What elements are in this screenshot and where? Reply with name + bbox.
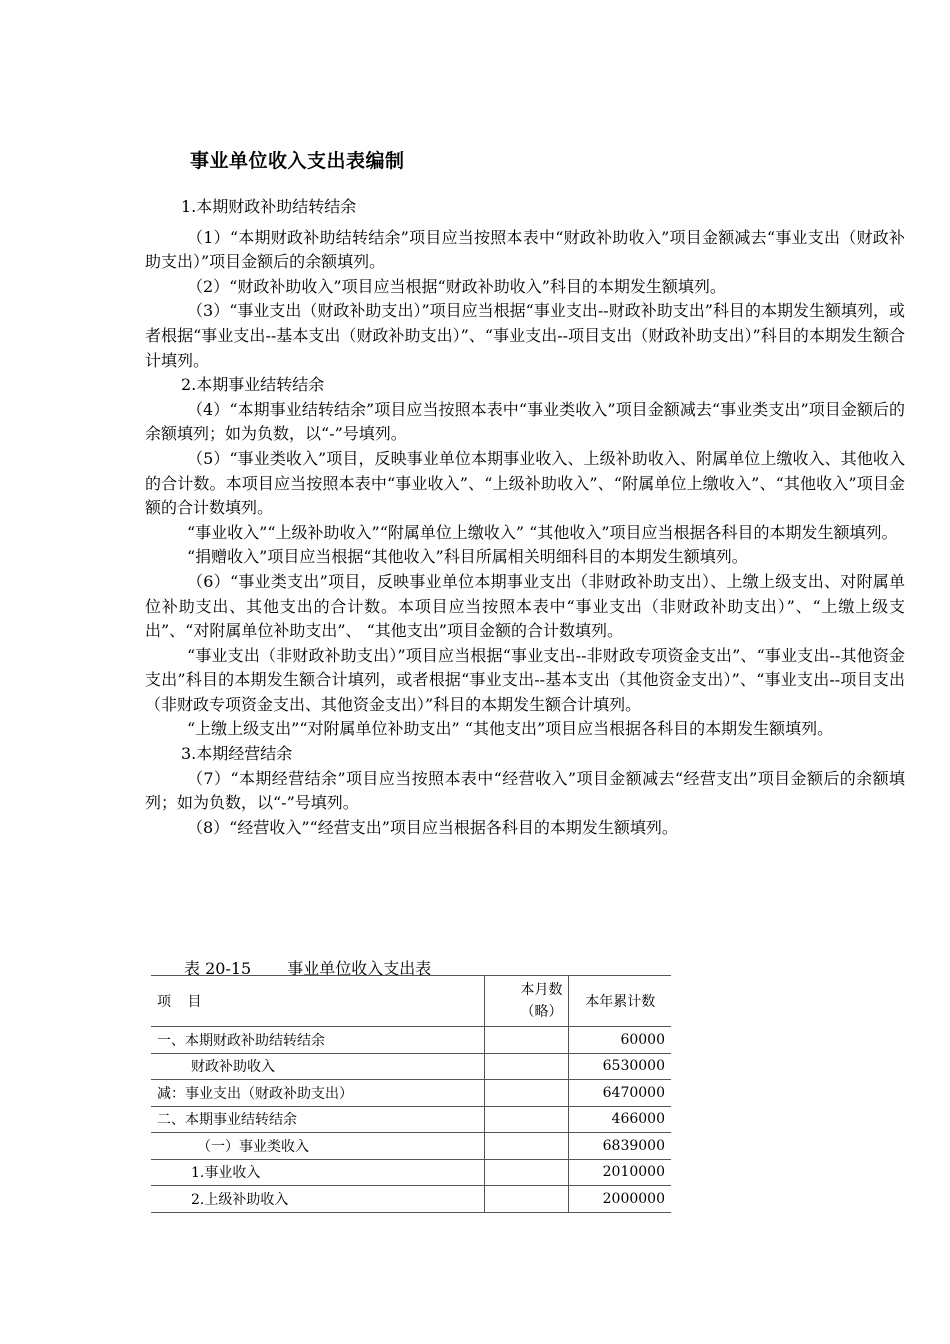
paragraph-6c: “上缴上级支出”“对附属单位补助支出” “其他支出”项目应当根据各科目的本期发生额填列。 xyxy=(187,719,834,739)
row-item: 1.事业收入 xyxy=(151,1159,485,1186)
row-item: （一）事业类收入 xyxy=(151,1133,485,1160)
paragraph-1: （1）“本期财政补助结转结余”项目应当按照本表中“财政补助收入”项目金额减去“事业支出（财政补助支出）”项目金额后的余额填列。 xyxy=(145,227,905,272)
row-ytd: 2000000 xyxy=(569,1186,671,1213)
header-item: 项 目 xyxy=(151,976,485,1027)
header-month xyxy=(485,976,569,1027)
table-row xyxy=(151,1186,671,1213)
table-row xyxy=(151,1159,671,1186)
row-item: 财政补助收入 xyxy=(151,1053,485,1080)
row-month xyxy=(485,1133,569,1160)
row-ytd: 6470000 xyxy=(569,1080,671,1107)
row-month xyxy=(485,1080,569,1107)
header-month-line2: （略） xyxy=(520,1004,563,1020)
row-month xyxy=(485,1186,569,1213)
row-item: 一、本期财政补助结转结余 xyxy=(151,1027,485,1054)
row-ytd: 2010000 xyxy=(569,1159,671,1186)
row-month xyxy=(485,1053,569,1080)
paragraph-8: （8）“经营收入”“经营支出”项目应当根据各科目的本期发生额填列。 xyxy=(187,817,678,837)
row-month xyxy=(485,1159,569,1186)
table-row xyxy=(151,1106,671,1133)
table-row xyxy=(151,1053,671,1080)
row-item: 减：事业支出（财政补助支出） xyxy=(151,1080,485,1107)
table-number: 表 20-15 xyxy=(184,959,252,978)
paragraph-4: （4）“本期事业结转结余”项目应当按照本表中“事业类收入”项目金额减去“事业类支出”项目金额后的余额填列；如为负数，以“-”号填列。 xyxy=(145,399,905,444)
paragraph-5: （5）“事业类收入”项目，反映事业单位本期事业收入、上级补助收入、附属单位上缴收入、其他收入的合计数。本项目应当按照本表中“事业收入”、“上级补助收入”、“附属单位上缴收入”、“其他收入”项目金额的合计数填列。 xyxy=(145,448,905,518)
document-title: 事业单位收入支出表编制 xyxy=(190,150,405,172)
row-month xyxy=(485,1106,569,1133)
row-ytd: 6839000 xyxy=(569,1133,671,1160)
row-item: 2.上级补助收入 xyxy=(151,1186,485,1213)
section-heading-2: 2.本期事业结转结余 xyxy=(181,375,325,395)
income-expense-table xyxy=(151,975,671,1213)
document-body xyxy=(145,195,905,840)
table-row xyxy=(151,1027,671,1054)
header-month-line1: 本月数 xyxy=(520,982,563,998)
paragraph-6b: “事业支出（非财政补助支出）”项目应当根据“事业支出--非财政专项资金支出”、“事业支出--其他资金支出”科目的本期发生额合计填列，或者根据“事业支出--基本支出（其他资金支出）”、“事业支出--项目支出（非财政专项资金支出、其他资金支出）”科目的本期发生额合计填列。 xyxy=(145,645,905,714)
section-heading-3: 3.本期经营结余 xyxy=(181,744,293,764)
paragraph-5b: “事业收入”“上级补助收入”“附属单位上缴收入” “其他收入”项目应当根据各科目的本期发生额填列。 xyxy=(187,522,898,542)
row-ytd: 60000 xyxy=(569,1027,671,1054)
paragraph-6: （6）“事业类支出”项目，反映事业单位本期事业支出（非财政补助支出）、上缴上级支出、对附属单位补助支出、其他支出的合计数。本项目应当按照本表中“事业支出（非财政补助支出）”、“上缴上级支出”、“对附属单位补助支出”、 “其他支出”项目金额的合计数填列。 xyxy=(145,571,905,641)
paragraph-2: （2）“财政补助收入”项目应当根据“财政补助收入”科目的本期发生额填列。 xyxy=(187,276,726,296)
table-name: 事业单位收入支出表 xyxy=(287,959,432,978)
row-month xyxy=(485,1027,569,1054)
paragraph-7: （7）“本期经营结余”项目应当按照本表中“经营收入”项目金额减去“经营支出”项目金额后的余额填列；如为负数，以“-”号填列。 xyxy=(145,768,905,813)
row-ytd: 466000 xyxy=(569,1106,671,1133)
table-row xyxy=(151,1133,671,1160)
section-heading-1: 1.本期财政补助结转结余 xyxy=(181,197,357,216)
paragraph-3: （3）“事业支出（财政补助支出）”项目应当根据“事业支出--财政补助支出”科目的本期发生额填列，或者根据“事业支出--基本支出（财政补助支出）”、“事业支出--项目支出（财政补助支出）”科目的本期发生额合计填列。 xyxy=(145,301,905,370)
row-item: 二、本期事业结转结余 xyxy=(151,1106,485,1133)
row-ytd: 6530000 xyxy=(569,1053,671,1080)
table-header-row xyxy=(151,976,671,1027)
paragraph-5c: “捐赠收入”项目应当根据“其他收入”科目所属相关明细科目的本期发生额填列。 xyxy=(187,547,748,567)
table-row xyxy=(151,1080,671,1107)
header-ytd: 本年累计数 xyxy=(569,976,671,1027)
